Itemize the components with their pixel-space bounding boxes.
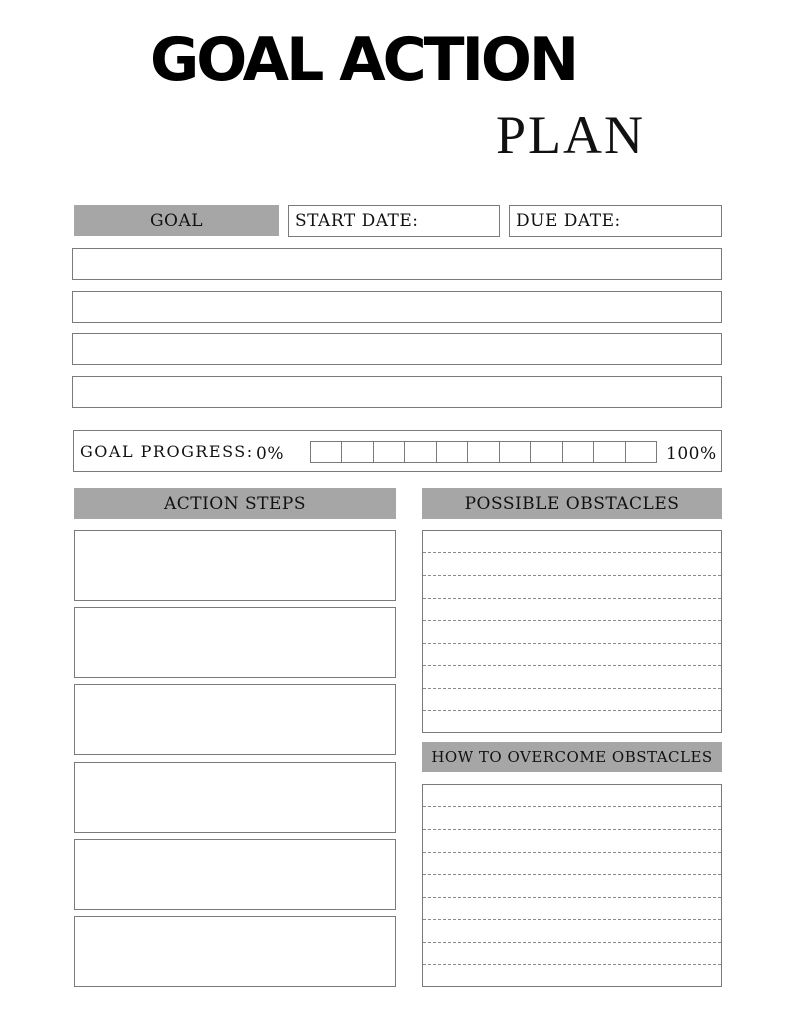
writing-line [423, 806, 721, 807]
progress-segment[interactable] [437, 442, 468, 462]
progress-segment[interactable] [626, 442, 656, 462]
progress-segment[interactable] [563, 442, 594, 462]
writing-line [423, 643, 721, 644]
goal-line-3[interactable] [72, 333, 722, 365]
title-line-1: GOAL ACTION [150, 25, 577, 95]
writing-line [423, 919, 721, 920]
progress-segment[interactable] [531, 442, 562, 462]
progress-segment[interactable] [374, 442, 405, 462]
how-to-overcome-title: HOW TO OVERCOME OBSTACLES [431, 748, 713, 766]
possible-obstacles-lines[interactable] [422, 530, 722, 733]
action-step-box-2[interactable] [74, 607, 396, 678]
due-date-label: DUE DATE: [516, 211, 621, 231]
writing-line [423, 829, 721, 830]
action-step-box-3[interactable] [74, 684, 396, 755]
writing-line [423, 620, 721, 621]
writing-line [423, 688, 721, 689]
writing-line [423, 852, 721, 853]
goal-line-2[interactable] [72, 291, 722, 323]
writing-line [423, 552, 721, 553]
goal-header-label: GOAL [149, 210, 204, 231]
progress-start-label: 0% [256, 444, 284, 464]
writing-line [423, 710, 721, 711]
writing-line [423, 964, 721, 965]
writing-line [423, 665, 721, 666]
progress-segment[interactable] [594, 442, 625, 462]
progress-segment[interactable] [405, 442, 436, 462]
action-step-box-1[interactable] [74, 530, 396, 601]
progress-segment[interactable] [500, 442, 531, 462]
progress-segment[interactable] [468, 442, 499, 462]
due-date-field[interactable] [509, 205, 722, 237]
goal-header [74, 205, 279, 236]
goal-progress-label: GOAL PROGRESS: [80, 442, 254, 461]
progress-segment[interactable] [342, 442, 373, 462]
action-steps-title: ACTION STEPS [163, 493, 307, 514]
progress-segment[interactable] [311, 442, 342, 462]
start-date-field[interactable] [288, 205, 500, 237]
goal-line-4[interactable] [72, 376, 722, 408]
goal-line-1[interactable] [72, 248, 722, 280]
writing-line [423, 598, 721, 599]
start-date-label: START DATE: [295, 211, 419, 231]
possible-obstacles-title: POSSIBLE OBSTACLES [464, 493, 680, 514]
action-step-box-4[interactable] [74, 762, 396, 833]
progress-end-label: 100% [666, 444, 717, 464]
progress-tracker[interactable] [310, 441, 657, 463]
action-step-box-6[interactable] [74, 916, 396, 987]
action-steps-header [74, 488, 396, 519]
action-step-box-5[interactable] [74, 839, 396, 910]
how-to-overcome-header [422, 742, 722, 772]
writing-line [423, 897, 721, 898]
title-line-2: PLAN [496, 105, 646, 165]
writing-line [423, 942, 721, 943]
possible-obstacles-header [422, 488, 722, 519]
writing-line [423, 575, 721, 576]
goal-progress-box [73, 430, 722, 472]
writing-line [423, 874, 721, 875]
how-to-overcome-lines[interactable] [422, 784, 722, 987]
